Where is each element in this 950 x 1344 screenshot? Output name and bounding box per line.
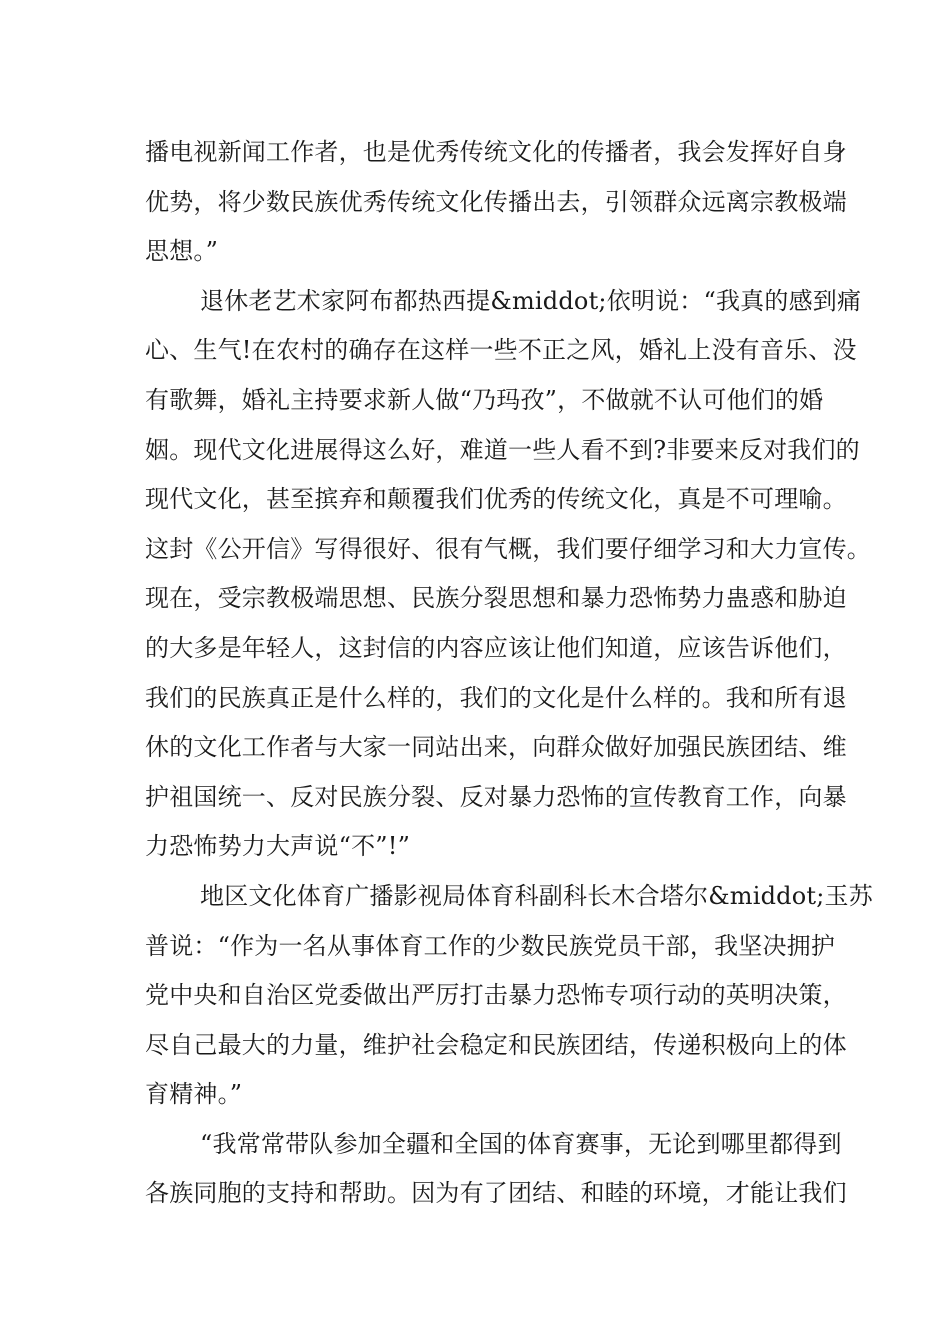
text-line: 姻。现代文化进展得这么好，难道一些人看不到?非要来反对我们的: [145, 435, 860, 464]
text-line: 优势，将少数民族优秀传统文化传播出去，引领群众远离宗教极端: [145, 187, 847, 216]
text-line: 各族同胞的支持和帮助。因为有了团结、和睦的环境，才能让我们: [145, 1179, 847, 1208]
text-line: 尽自己最大的力量，维护社会稳定和民族团结，传递积极向上的体: [145, 1030, 847, 1059]
text-line: 这封《公开信》写得很好、很有气概，我们要仔细学习和大力宣传。: [145, 534, 871, 563]
text-line: 党中央和自治区党委做出严厉打击暴力恐怖专项行动的英明决策，: [145, 981, 847, 1010]
text-line: 育精神。”: [145, 1080, 243, 1109]
paragraph-first-line: 退休老艺术家阿布都热西提&middot;依明说：“我真的感到痛: [200, 286, 862, 315]
text-line: 的大多是年轻人，这封信的内容应该让他们知道，应该告诉他们，: [145, 633, 847, 662]
paragraph-first-line: “我常常带队参加全疆和全国的体育赛事，无论到哪里都得到: [200, 1129, 842, 1158]
text-line: 心、生气!在农村的确存在这样一些不正之风，婚礼上没有音乐、没: [145, 336, 857, 365]
text-line: 护祖国统一、反对民族分裂、反对暴力恐怖的宣传教育工作，向暴: [145, 782, 847, 811]
paragraph-first-line: 地区文化体育广播影视局体育科副科长木合塔尔&middot;玉苏: [200, 881, 873, 910]
text-line: 力恐怖势力大声说“不”!”: [145, 832, 411, 861]
text-line: 我们的民族真正是什么样的，我们的文化是什么样的。我和所有退: [145, 683, 847, 712]
document-body: [145, 128, 873, 1219]
text-line: 现代文化，甚至摈弃和颠覆我们优秀的传统文化，真是不可理喻。: [145, 485, 847, 514]
text-line: 休的文化工作者与大家一同站出来，向群众做好加强民族团结、维: [145, 733, 847, 762]
text-line: 有歌舞，婚礼主持要求新人做“乃玛孜”，不做就不认可他们的婚: [145, 385, 824, 414]
text-line: 播电视新闻工作者，也是优秀传统文化的传播者，我会发挥好自身: [145, 138, 847, 166]
text-line: 思想。”: [145, 237, 219, 266]
text-line: 普说：“作为一名从事体育工作的少数民族党员干部，我坚决拥护: [145, 931, 836, 960]
text-line: 现在，受宗教极端思想、民族分裂思想和暴力恐怖势力蛊惑和胁迫: [145, 584, 847, 613]
